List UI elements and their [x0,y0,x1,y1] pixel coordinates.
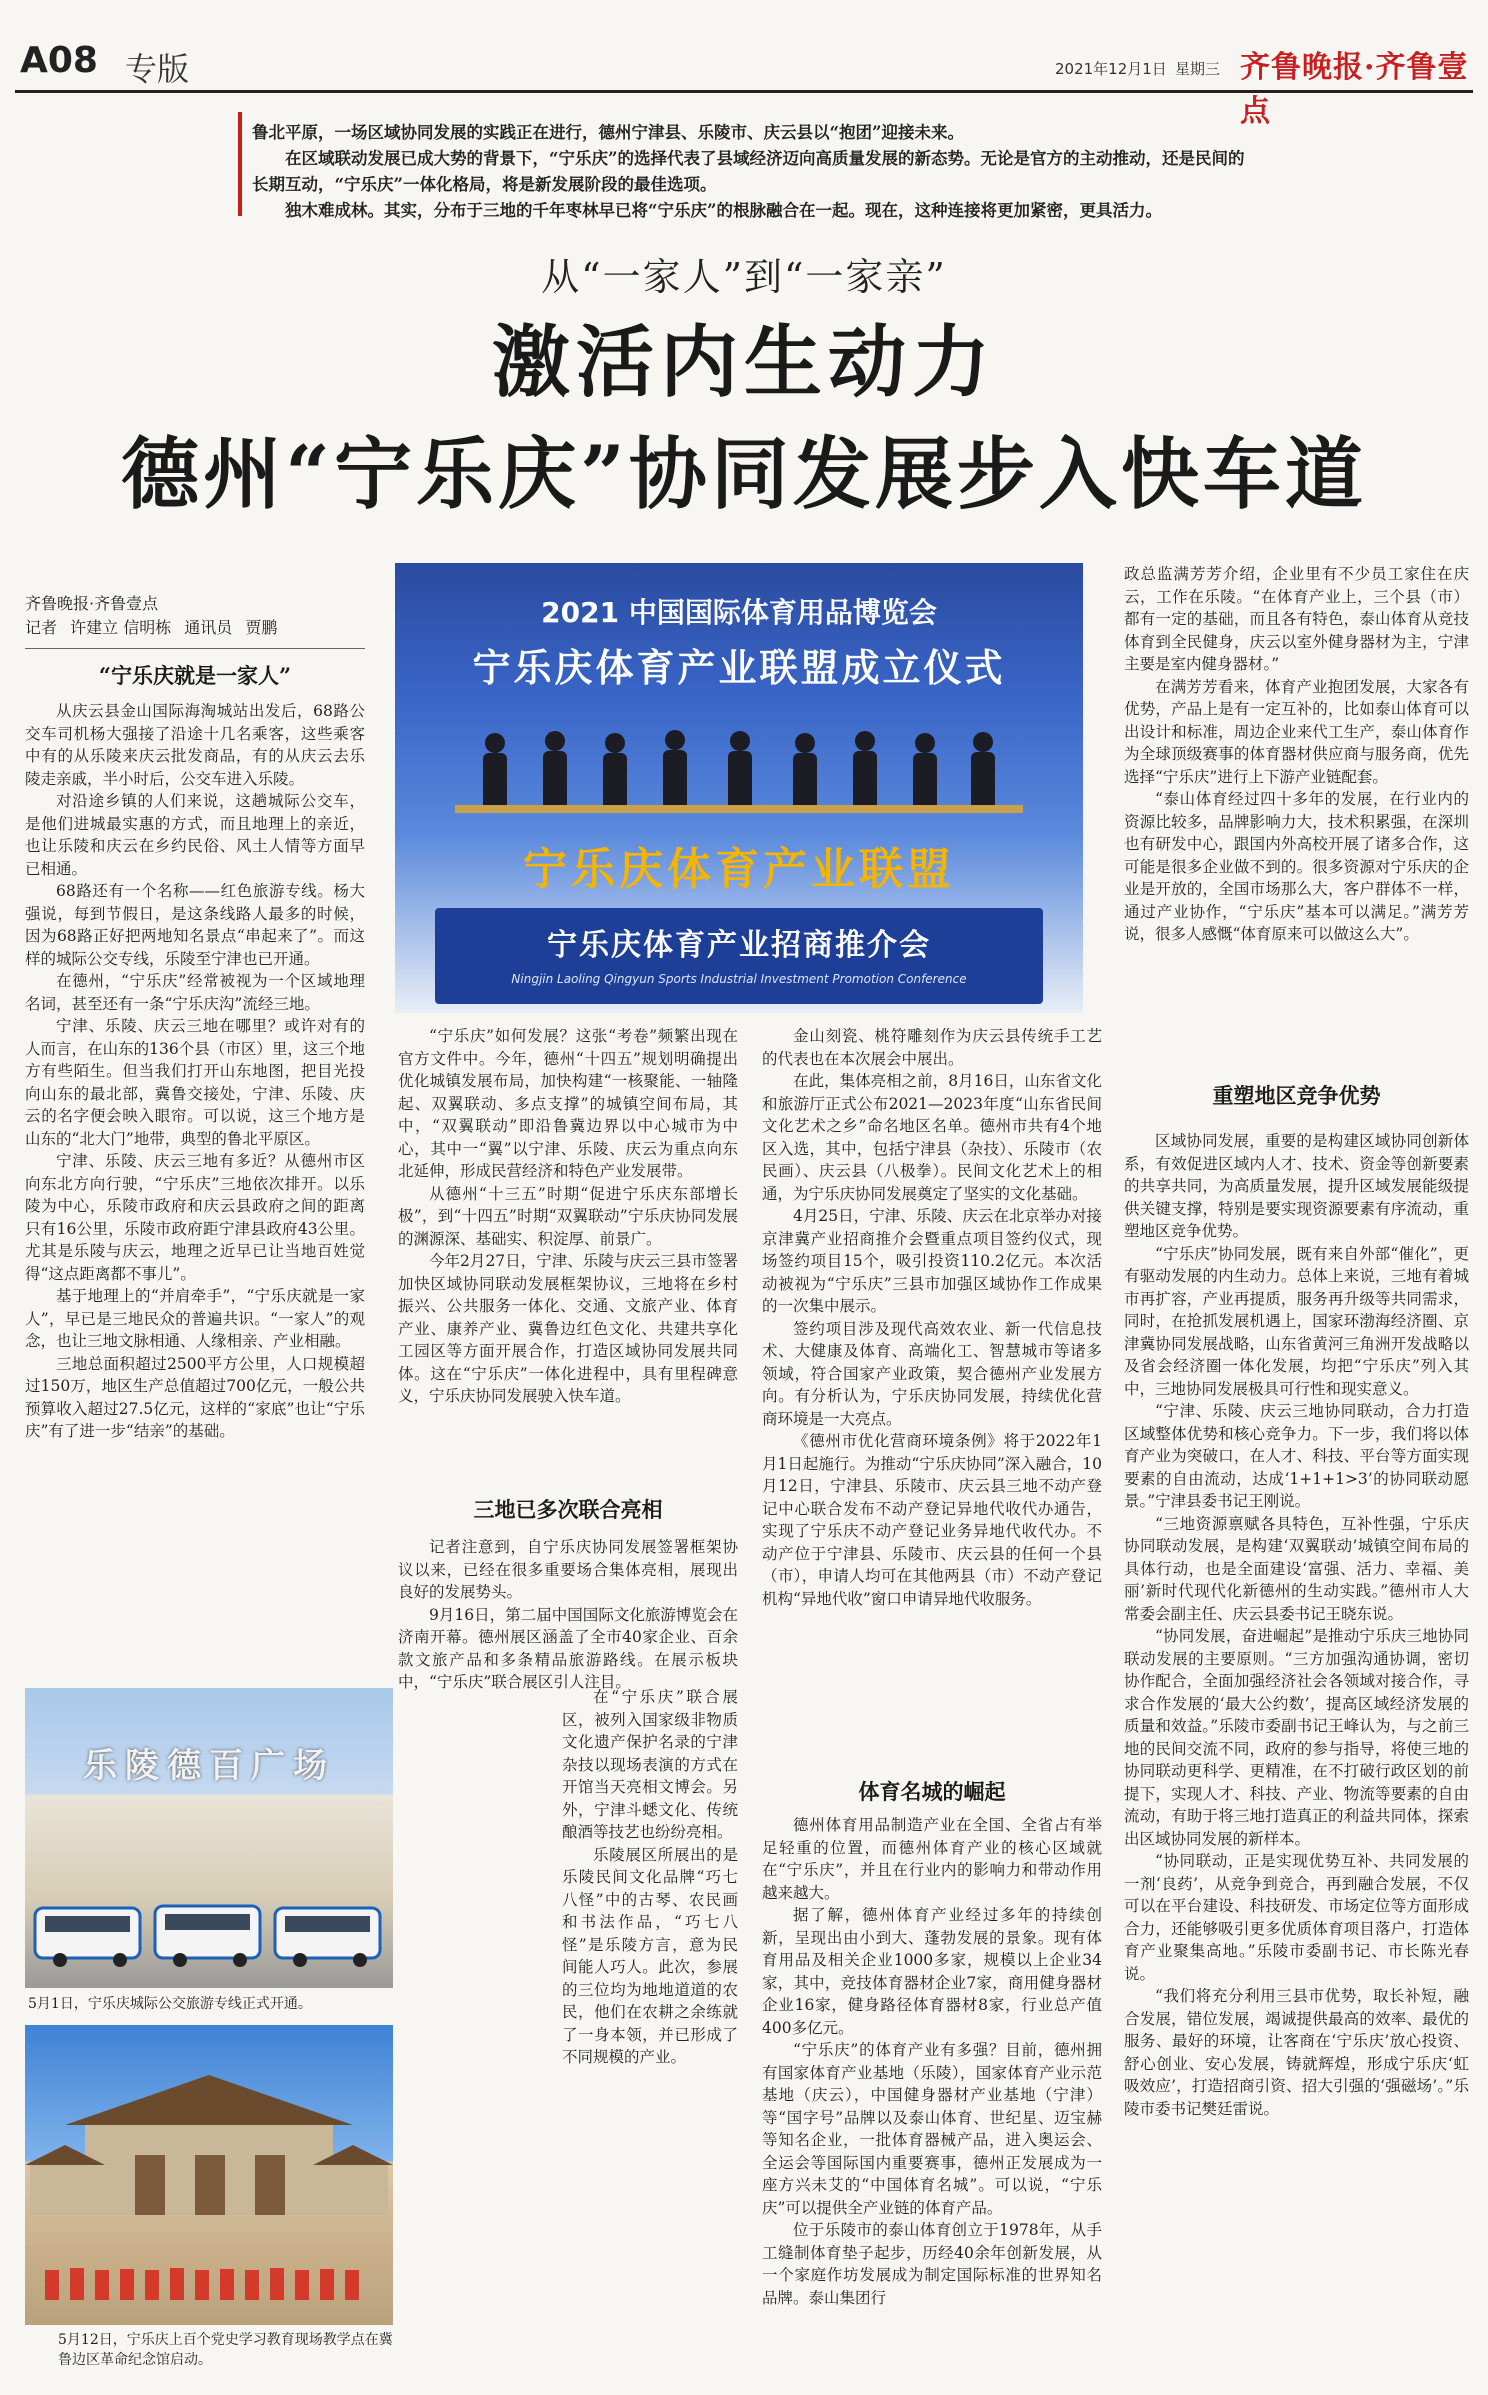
column-4-text-a [1124,563,1469,946]
paragraph: “宁乐庆”协同发展，既有来自外部“催化”，更有驱动发展的内生动力。总体上来说，三地有着城市再扩容，产业再提质，服务再升级等共同需求，同时，在抢抓发展机遇上，国家环渤海经济圈、京津冀协同发展战略，山东省黄河三角洲开发战略以及省会经济圈一体化发展，均把“宁乐庆”列入其中，三地协同发展极具可行性和现实意义。 [1124,1244,1469,1398]
lead-line: 鲁北平原，一场区域协同发展的实践正在进行，德州宁津县、乐陵市、庆云县以“抱团”迎接未来。 [252,123,964,142]
correspondent-label: 通讯员 [184,618,233,637]
section-heading-3: 体育名城的崛起 [858,1779,1006,1804]
byline-source: 齐鲁晚报·齐鲁壹点 [25,594,159,613]
paragraph: 宁津、乐陵、庆云三地在哪里？或许对有的人而言，在山东的136个县（市区）里，这三个地方有些陌生。但当我们打开山东地图，把目光投向山东的最北部，冀鲁交接处，宁津、乐陵、庆云的名字便会映入眼帘。可以说，这三个地方是山东的“北大门”地带，典型的鲁北平原区。 [25,1017,365,1148]
paragraph: 政总监满芳芳介绍，企业里有不少员工家住在庆云，工作在乐陵。“在体育产业上，三个县（市）都有一定的基础，而且各有特色，泰山体育从竞技体育到全民健身，庆云以室外健身器材为主，宁津主要是室内健身器材。” [1124,565,1469,673]
page-number: A08 [20,40,98,81]
paragraph: 对沿途乡镇的人们来说，这趟城际公交车，是他们进城最实惠的方式，而且地理上的亲近，也让乐陵和庆云在乡约民俗、风土人情等方面早已相通。 [25,792,365,878]
photo-building [25,2065,393,2245]
paragraph: “三地资源禀赋各具特色，互补性强，宁乐庆协同联动发展，是构建‘双翼联动’城镇空间布局的具体行动，也是全面建设‘富强、活力、幸福、美丽’新时代现代化新德州的生动实践。”德州市人大常委会副主任、庆云县委书记王晓东说。 [1124,1514,1469,1623]
paragraph: 今年2月27日，宁津、乐陵与庆云三县市签署加快区域协同联动发展框架协议，三地将在乡村振兴、公共服务一体化、交通、文旅产业、体育产业、康养产业、冀鲁边红色文化、共建共享化工园区等方面开展合作，打造区域协同发展共同体。这在“宁乐庆”一体化进程中，具有里程碑意义，宁乐庆协同发展驶入快车道。 [398,1252,738,1405]
photo-stage-text: 宁乐庆体育产业联盟 [523,844,955,895]
paragraph: 在“宁乐庆”联合展区，被列入国家级非物质文化遗产保护名录的宁津杂技以现场表演的方式在开馆当天亮相文博会。另外，宁津斗蟋文化、传统酿酒等技艺也纷纷亮相。 [562,1688,738,1841]
section-heading-1: “宁乐庆就是一家人” [98,663,292,688]
column-2-text-c [562,1686,738,2069]
paragraph: “泰山体育经过四十多年的发展，在行业内的资源比较多，品牌影响力大，技术积累强，在深圳也有研发中心，跟国内外高校开展了诸多合作，这可能是很多企业做不到的。很多资源对宁乐庆的企业是开放的，全国市场那么大，客户群体不一样，通过产业协作，“宁乐庆”基本可以满足。”满芳芳说，很多人感慨“体育原来可以做这么大”。 [1124,790,1469,943]
paragraph: 三地总面积超过2500平方公里，人口规模超过150万，地区生产总值超过700亿元，一般公共预算收入超过27.5亿元，这样的“家底”也让“宁乐庆”有了进一步“结亲”的基础。 [25,1354,365,1440]
headline-kicker: 从“一家人”到“一家亲” [541,255,947,299]
photo-caption-memorial: 5月12日，宁乐庆上百个党史学习教育现场教学点在冀鲁边区革命纪念馆启动。 [58,2332,393,2368]
paragraph: 金山刻瓷、桃符雕刻作为庆云县传统手工艺的代表也在本次展会中展出。 [762,1027,1102,1068]
reporter-label: 记者 [25,618,58,637]
column-3-text-b [762,1814,1102,2309]
paragraph: “我们将充分利用三县市优势，取长补短，融合发展，错位发展，竭诚提供最高的效率、最优的服务、最好的环境，让客商在‘宁乐庆’放心投资、舒心创业、安心发展，铸就辉煌，形成宁乐庆‘虹吸效应’，打造招商引资、招大引强的‘强磁场’。”乐陵市委书记樊廷雷说。 [1124,1987,1469,2118]
issue-date: 2021年12月1日 [1055,60,1167,78]
headline-main: 激活内生动力 [491,317,996,408]
paragraph: 在此，集体亮相之前，8月16日，山东省文化和旅游厅正式公布2021—2023年度“山东省民间文化艺术之乡”命名地区名单。德州市共有4个地区入选，其中，包括宁津县（杂技）、乐陵市（农民画）、庆云县（八极拳）。民间文化艺术上的相通，为宁乐庆协同发展奠定了坚实的文化基础。 [762,1072,1102,1203]
photo-board-english: Ningjin Laoling Qingyun Sports Industrial Investment Promotion Conference [511,972,967,986]
paragraph: 从德州“十三五”时期“促进宁乐庆东部增长极”，到“十四五”时期“双翼联动”宁乐庆协同发展的渊源深、基础实、积淀厚、前景广。 [398,1184,738,1248]
photo-banner-line1: 2021 中国国际体育用品博览会 [541,596,937,629]
column-3-text-a [762,1025,1102,1610]
paragraph: 宁津、乐陵、庆云三地有多近？从德州市区向东北方向行驶，“宁乐庆”三地依次排开。以乐陵为中心，乐陵市政府和庆云县政府之间的距离只有16公里，乐陵市政府距宁津县政府43公里。尤其是乐陵与庆云，地理之近早已让当地百姓觉得“这点距离都不事儿”。 [25,1152,365,1283]
photo-banner-line2: 宁乐庆体育产业联盟成立仪式 [472,646,1006,690]
lead-line: 独木难成林。其实，分布于三地的千年枣林早已将“宁乐庆”的根脉融合在一起。现在，这种连接将更加紧密，更具活力。 [285,201,1162,220]
paragraph: 9月16日，第二届中国国际文化旅游博览会在济南开幕。德州展区涵盖了全市40家企业、百余款文旅产品和多条精品旅游路线。在展示板块中，“宁乐庆”联合展区引人注目。 [398,1605,738,1691]
paragraph: 从庆云县金山国际海淘城站出发后，68路公交车司机杨大强接了沿途十几名乘客，这些乘客中有的从乐陵来庆云批发商品，有的从庆云去乐陵走亲戚，半小时后，公交车进入乐陵。 [25,702,365,788]
column-1-text [25,700,365,1443]
column-4-text-b [1124,1130,1469,2120]
paragraph: 《德州市优化营商环境条例》将于2022年1月1日起施行。为推动“宁乐庆协同”深入融合，10月12日，宁津县、乐陵市、庆云县三地不动产登记中心联合发布不动产登记异地代收代办通告，实现了宁乐庆不动产登记业务异地代收代办。不动产位于宁津县、乐陵市、庆云县的任何一个县（市），申请人均可在其他两县（市）不动产登记机构“异地代收”窗口申请异地代收服务。 [762,1432,1102,1608]
paragraph: 据了解，德州体育产业经过多年的持续创新，呈现出由小到大、蓬勃发展的景象。现有体育用品及相关企业1000多家，规模以上企业34家，其中，竞技体育器材企业7家，商用健身器材企业16家，健身路径体育器材8家，行业总产值400多亿元。 [762,1906,1102,2037]
lead-line: 在区域联动发展已成大势的背景下，“宁乐庆”的选择代表了县域经济迈向高质量发展的新态势。无论是官方的主动推动，还是民间的长期互动，“宁乐庆”一体化格局，将是新发展阶段的最佳选项。 [252,149,1245,194]
lead-paragraph [252,120,1258,224]
photo-store-sign: 乐陵德百广场 [83,1746,335,1786]
paragraph: 68路还有一个名称——红色旅游专线。杨大强说，每到节假日，是这条线路人最多的时候，因为68路正好把两地知名景点“串起来了”。而这样的城际公交专线，乐陵至宁津也已开通。 [25,882,365,968]
paragraph: 签约项目涉及现代高效农业、新一代信息技术、大健康及体育、高端化工、智慧城市等诸多领域，符合国家产业政策，契合德州产业发展方向。有分析认为，宁乐庆协同发展，持续优化营商环境是一大亮点。 [762,1319,1102,1428]
lead-accent-bar [238,112,242,216]
paragraph: 区域协同发展，重要的是构建区域协同创新体系，有效促进区域内人才、技术、资金等创新要素的共享共同，为高质量发展，提升区域发展能级提供关键支撑，特别是要实现资源要素有序流动，重塑地区竞争优势。 [1124,1132,1469,1240]
header-rule [15,90,1473,93]
photo-buses [25,1898,393,1978]
paragraph: 在满芳芳看来，体育产业抱团发展，大家各有优势，产品上是有一定互补的，比如泰山体育可以出设计和标准，周边企业来代工生产，泰山体育作为全球顶级赛事的体育器材供应商与服务商，优先选择“宁乐庆”进行上下游产业链配套。 [1124,677,1469,786]
photo-crowd [25,2250,393,2310]
photo-caption-bus: 5月1日，宁乐庆城际公交旅游专线正式开通。 [28,1996,312,2012]
paragraph: “协同联动，正是实现优势互补、共同发展的一剂‘良药’，从竞争到竞合，再到融合发展，不仅可以在平台建设、科技研发、市场定位等方面形成合力，还能够吸引更多优质体育项目落户，打造体育产业聚集高地。”乐陵市委副书记、市长陈光春说。 [1124,1852,1469,1983]
photo-stage-group [455,713,1023,838]
section-heading-2: 三地已多次联合亮相 [473,1497,663,1522]
photo-memorial-hall [25,2025,393,2325]
byline [25,592,365,640]
photo-board-text: 宁乐庆体育产业招商推介会 [547,928,931,963]
paragraph: “协同发展，奋进崛起”是推动宁乐庆三地协同联动发展的主要原则。“三方加强沟通协调，密切协作配合，全面加强经济社会各领域对接合作，寻求合作发展的‘最大公约数’，提高区域经济发展的质量和效益。”乐陵市委副书记王峰认为，与之前三地的民间交流不同，政府的参与指导，将使三地的协同联动更科学、更精准，在不打破行政区划的前提下，实现人才、科技、产业、物流等要素的自由流动，有助于将三地打造真正的利益共同体，探索出区域协同发展的新样本。 [1124,1627,1469,1848]
paragraph: “宁乐庆”如何发展？这张“考卷”频繁出现在官方文件中。今年，德州“十四五”规划明确提出优化城镇发展布局，加快构建“一核聚能、一轴隆起、双翼联动、多点支撑”的城镇空间布局，其中，“双翼联动”即沿鲁冀边界以中心城市为中心，其中一“翼”以宁津、乐陵、庆云为重点向东北延伸，形成民营经济和特色产业发展带。 [398,1027,738,1180]
paragraph: 位于乐陵市的泰山体育创立于1978年，从手工缝制体育垫子起步，历经40余年创新发展，从一个家庭作坊发展成为制定国际标准的世界知名品牌。泰山集团行 [762,2221,1102,2307]
column-2-text-b [398,1536,738,1694]
byline-rule [25,648,365,649]
section-name: 专版 [125,50,190,88]
column-2-text-a [398,1025,738,1408]
newspaper-logo: 齐鲁晚报·齐鲁壹点 [1240,50,1469,129]
section-heading-4: 重塑地区竞争优势 [1212,1083,1381,1108]
paragraph: 乐陵展区所展出的是乐陵民间文化品牌“巧七八怪”中的古琴、农民画和书法作品，“巧七八怪”是乐陵方言，意为民间能人巧人。此次，参展的三位均为地地道道的农民，他们在农耕之余练就了一身本领，并已形成了不同规模的产业。 [562,1845,738,2066]
byline-credits [25,616,365,640]
paragraph: 记者注意到，自宁乐庆协同发展签署框架协议以来，已经在很多重要场合集体亮相，展现出良好的发展势头。 [398,1538,738,1601]
paragraph: 基于地理上的“并肩牵手”，“宁乐庆就是一家人”，早已是三地民众的普遍共识。“一家人”的观念，也让三地文脉相通、人缘相亲、产业相融。 [25,1287,365,1350]
headline-second: 德州“宁乐庆”协同发展步入快车道 [121,429,1367,520]
paragraph: 德州体育用品制造产业在全国、全省占有举足轻重的位置，而德州体育产业的核心区域就在“宁乐庆”，并且在行业内的影响力和带动作用越来越大。 [762,1816,1102,1902]
issue-weekday: 星期三 [1175,60,1221,78]
correspondent-name: 贾鹏 [245,618,278,637]
photo-bus-plaza [25,1688,393,1988]
photo-board [435,908,1043,1004]
reporter-names: 许建立 信明栋 [70,618,172,637]
paragraph: “宁津、乐陵、庆云三地协同联动，合力打造区域整体优势和核心竞争力。下一步，我们将以体育产业为突破口，在人才、科技、平台等方面实现要素的自由流动，达成‘1+1+1>3’的协同联动愿景。”宁津县委书记王刚说。 [1124,1402,1469,1510]
paragraph: 在德州，“宁乐庆”经常被视为一个区域地理名词，甚至还有一条“宁乐庆沟”流经三地。 [25,972,365,1013]
paragraph: 4月25日，宁津、乐陵、庆云在北京举办对接京津冀产业招商推介会暨重点项目签约仪式，现场签约项目15个，吸引投资110.2亿元。本次活动被视为“宁乐庆”三县市加强区域协作工作成果的一次集中展示。 [762,1207,1102,1315]
photo-sports-alliance-ceremony [395,563,1083,1013]
paragraph: “宁乐庆”的体育产业有多强？目前，德州拥有国家体育产业基地（乐陵），国家体育产业示范基地（庆云），中国健身器材产业基地（宁津）等“国字号”品牌以及泰山体育、世纪星、迈宝赫等知名企业，一批体育器械产品，进入奥运会、全运会等国际国内重要赛事，德州正发展成为一座方兴未艾的“中国体育名城”。可以说，“宁乐庆”可以提供全产业链的体育产品。 [762,2041,1102,2217]
